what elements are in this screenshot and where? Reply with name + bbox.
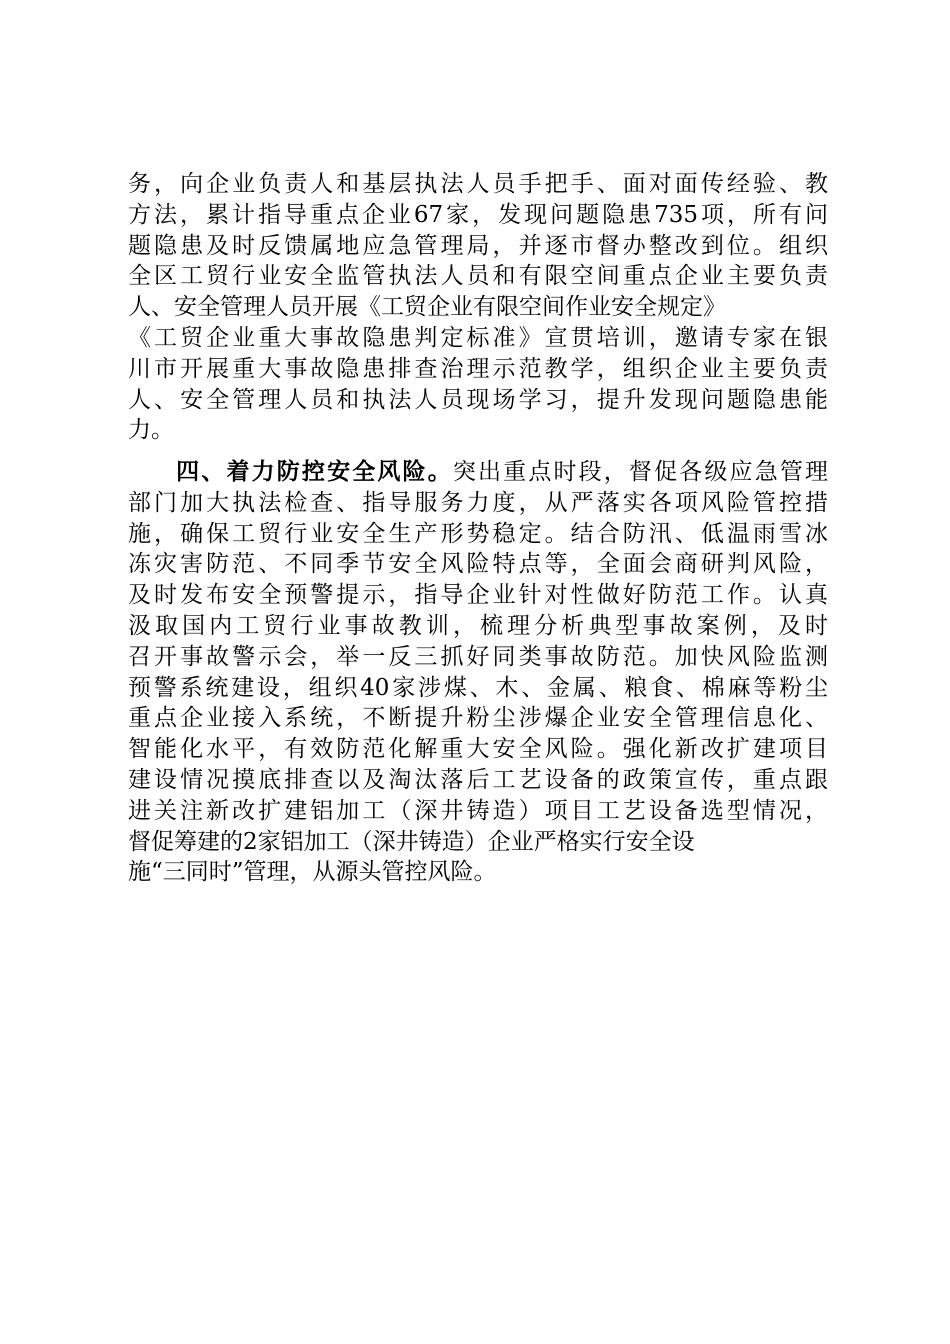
paragraph-line: 题隐患及时反馈属地应急管理局，并逐市督办整改到位。组织 bbox=[128, 232, 828, 259]
paragraph-line: 召开事故警示会，举一反三抓好同类事故防范。加快风险监测 bbox=[128, 643, 828, 670]
paragraph-line: 督促筹建的2家铝加工（深井铸造）企业严格实行安全设 bbox=[128, 828, 695, 855]
paragraph-line-rest: 突出重点时段，督促各级应急管理 bbox=[452, 459, 829, 485]
paragraph-line: 智能化水平，有效防范化解重大安全风险。强化新改扩建项目 bbox=[128, 736, 828, 763]
paragraph-guidance-training bbox=[128, 169, 828, 446]
section-heading: 四、着力防控安全风险。 bbox=[174, 458, 453, 485]
paragraph-line: 施“三同时”管理，从源头管控风险。 bbox=[128, 859, 497, 886]
paragraph-first-line bbox=[128, 457, 828, 488]
paragraph-line: 进关注新改扩建铝加工（深井铸造）项目工艺设备选型情况， bbox=[128, 797, 828, 824]
paragraph-line: 冻灾害防范、不同季节安全风险特点等，全面会商研判风险， bbox=[128, 551, 828, 578]
paragraph-line: 预警系统建设，组织40家涉煤、木、金属、粮食、棉麻等粉尘 bbox=[128, 674, 828, 701]
paragraph-line: 全区工贸行业安全监管执法人员和有限空间重点企业主要负责 bbox=[128, 263, 828, 290]
paragraph-line: 力。 bbox=[128, 417, 174, 444]
paragraph-line: 施，确保工贸行业安全生产形势稳定。结合防汛、低温雨雪冰 bbox=[128, 520, 828, 547]
paragraph-line: 人、安全管理人员开展《工贸企业有限空间作业安全规定》 bbox=[128, 294, 726, 321]
paragraph-line: 及时发布安全预警提示，指导企业针对性做好防范工作。认真 bbox=[128, 582, 828, 609]
paragraph-line: 《工贸企业重大事故隐患判定标准》宣贯培训，邀请专家在银 bbox=[128, 324, 828, 351]
paragraph-line: 人、安全管理人员和执法人员现场学习，提升发现问题隐患能 bbox=[128, 386, 828, 413]
paragraph-line: 重点企业接入系统，不断提升粉尘涉爆企业安全管理信息化、 bbox=[128, 705, 828, 732]
paragraph-line: 务，向企业负责人和基层执法人员手把手、面对面传经验、教 bbox=[128, 171, 828, 197]
paragraph-risk-control bbox=[128, 457, 828, 888]
paragraph-line: 建设情况摸底排查以及淘汰落后工艺设备的政策宣传，重点跟 bbox=[128, 766, 828, 793]
paragraph-line: 汲取国内工贸行业事故教训，梳理分析典型事故案例，及时 bbox=[128, 612, 828, 639]
paragraph-line: 部门加大执法检查、指导服务力度，从严落实各项风险管控措 bbox=[128, 489, 828, 516]
paragraph-line: 川市开展重大事故隐患排查治理示范教学，组织企业主要负责 bbox=[128, 355, 828, 382]
paragraph-line: 方法，累计指导重点企业67家，发现问题隐患735项，所有问 bbox=[128, 201, 828, 228]
